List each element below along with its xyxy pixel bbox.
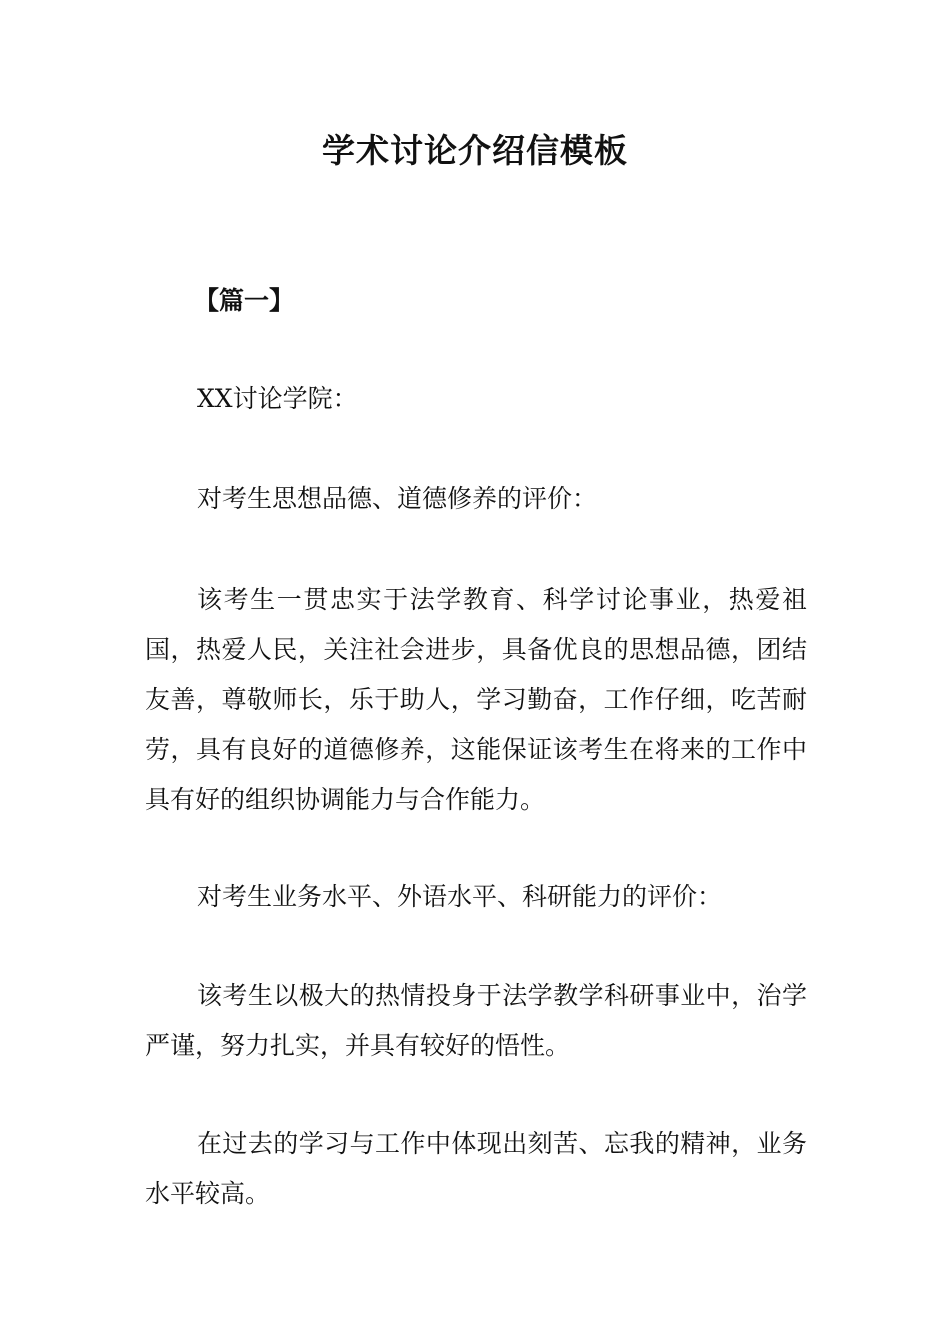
paragraph-work-evaluation: 在过去的学习与工作中体现出刻苦、忘我的精神，业务水平较高。 <box>145 1129 807 1208</box>
paragraph-moral-heading: 对考生思想品德、道德修养的评价： <box>197 484 598 513</box>
section-label: 【篇一】 <box>194 286 295 315</box>
salutation: XX讨论学院： <box>197 384 358 413</box>
document-title: 学术讨论介绍信模板 <box>322 131 628 170</box>
paragraph-ability-heading: 对考生业务水平、外语水平、科研能力的评价： <box>197 882 723 911</box>
paragraph-moral-evaluation: 该考生一贯忠实于法学教育、科学讨论事业，热爱祖国，热爱人民，关注社会进步，具备优良的思想品德，团结友善，尊敬师长，乐于助人，学习勤奋，工作仔细，吃苦耐劳，具有良好的道德修养，这能保证该考生在将来的工作中具有好的组织协调能力与合作能力。 <box>145 585 807 814</box>
paragraph-ability-evaluation: 该考生以极大的热情投身于法学教学科研事业中，治学严谨，努力扎实，并具有较好的悟性。 <box>145 981 807 1060</box>
